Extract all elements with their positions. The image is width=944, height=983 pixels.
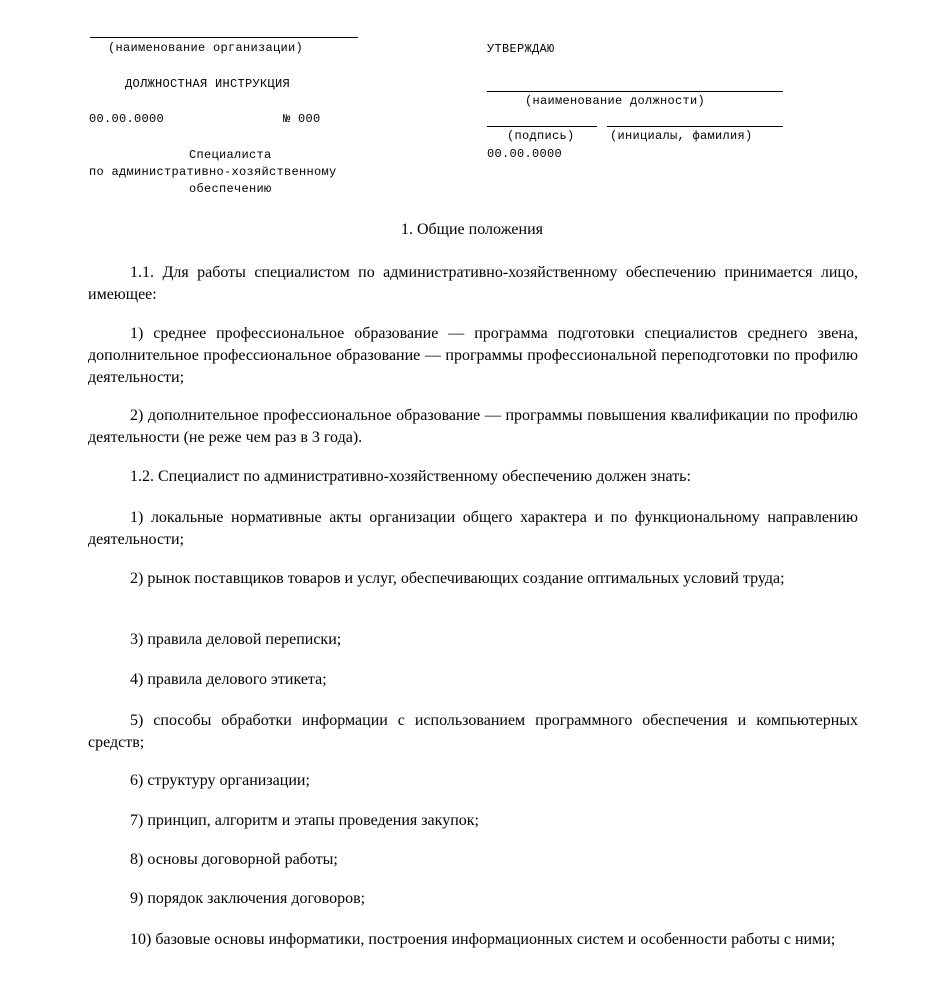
- list-item: 2) дополнительное профессиональное образование — программы повышения квалификации по профилю деятельности (не реже чем раз в 3 года).: [88, 407, 858, 446]
- approve-date: 00.00.0000: [487, 147, 563, 161]
- document-title: ДОЛЖНОСТНАЯ ИНСТРУКЦИЯ: [125, 77, 291, 91]
- organization-name-line: [90, 37, 358, 38]
- position-title-line1: Специалиста: [189, 148, 272, 162]
- list-item: 6) структуру организации;: [130, 772, 310, 789]
- approver-position-line: [487, 91, 783, 92]
- position-title-line3: обеспечению: [189, 182, 272, 196]
- position-title-line2: по административно-хозяйственному: [89, 165, 337, 179]
- list-item: 1) локальные нормативные акты организации общего характера и по функциональному направлению деятельности;: [88, 509, 858, 548]
- organization-caption: (наименование организации): [108, 41, 304, 55]
- paragraph-1-1: 1.1. Для работы специалистом по административно-хозяйственному обеспечению принимается лицо, имеющее:: [88, 264, 858, 303]
- signature-caption: (подпись): [507, 129, 575, 143]
- list-item: 8) основы договорной работы;: [130, 851, 338, 868]
- list-item: 7) принцип, алгоритм и этапы проведения закупок;: [130, 812, 479, 829]
- approve-label: УТВЕРЖДАЮ: [487, 42, 555, 56]
- list-item: 5) способы обработки информации с использованием программного обеспечения и компьютерных средств;: [88, 712, 858, 751]
- document-number: № 000: [283, 112, 321, 126]
- list-item: 10) базовые основы информатики, построения информационных систем и особенности работы с ними;: [130, 931, 836, 948]
- list-item: 4) правила делового этикета;: [130, 671, 327, 688]
- list-item: 3) правила деловой переписки;: [130, 631, 342, 648]
- list-item: 2) рынок поставщиков товаров и услуг, обеспечивающих создание оптимальных условий труда;: [130, 570, 785, 587]
- section-heading: 1. Общие положения: [400, 221, 544, 238]
- approver-position-caption: (наименование должности): [525, 94, 706, 108]
- list-item: 9) порядок заключения договоров;: [130, 890, 366, 907]
- name-caption: (инициалы, фамилия): [610, 129, 753, 143]
- name-line: [607, 126, 783, 127]
- paragraph-1-2: 1.2. Специалист по административно-хозяйственному обеспечению должен знать:: [130, 468, 691, 485]
- list-item: 1) среднее профессиональное образование — программа подготовки специалистов среднего звена, дополнительное профессиональное образование — программы профессиональной переподготовки по профилю деятельности;: [88, 325, 858, 386]
- document-date: 00.00.0000: [89, 112, 165, 126]
- signature-line: [487, 126, 597, 127]
